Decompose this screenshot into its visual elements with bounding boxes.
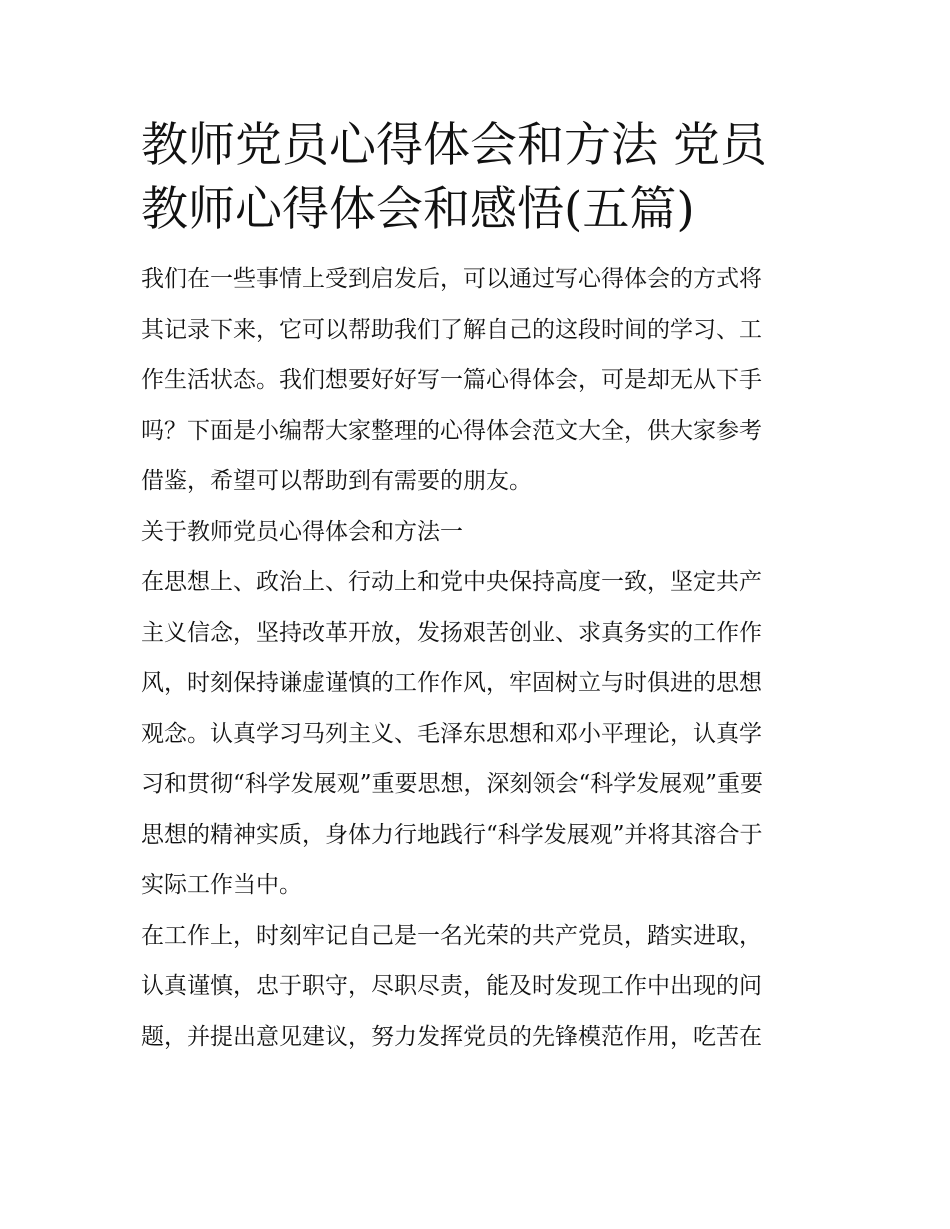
document-title: 教师党员心得体会和方法 党员 教师心得体会和感悟(五篇) (141, 118, 767, 237)
section-heading: 关于教师党员心得体会和方法一 (141, 518, 463, 545)
intro-paragraph: 我们在一些事情上受到启发后，可以通过写心得体会的方式将 其记录下来，它可以帮助我们了解自己的这段时间的学习、工 作生活状态。我们想要好好写一篇心得体会，可是却无从下手 吗？下面是小编帮大家整理的心得体会范文大全，供大家参考 借鉴，希望可以帮助到有需要的朋友。 (141, 266, 762, 494)
body-paragraph-1: 在思想上、政治上、行动上和党中央保持高度一致，坚定共产 主义信念，坚持改革开放，发扬艰苦创业、求真务实的工作作 风，时刻保持谦虚谨慎的工作作风，牢固树立与时俱进的思想 观念。认真学习马列主义、毛泽东思想和邓小平理论，认真学 习和贯彻“科学发展观”重要思想，深刻领会“科学发展观”重要 思想的精神实质，身体力行地践行“科学发展观”并将其溶合于 实际工作当中。 (141, 569, 764, 898)
body-paragraph-2: 在工作上，时刻牢记自己是一名光荣的共产党员，踏实进取， 认真谨慎，忠于职守，尽职尽责，能及时发现工作中出现的问 题，并提出意见建议，努力发挥党员的先锋模范作用，吃苦在 (141, 922, 762, 1050)
document-body (141, 114, 813, 1062)
